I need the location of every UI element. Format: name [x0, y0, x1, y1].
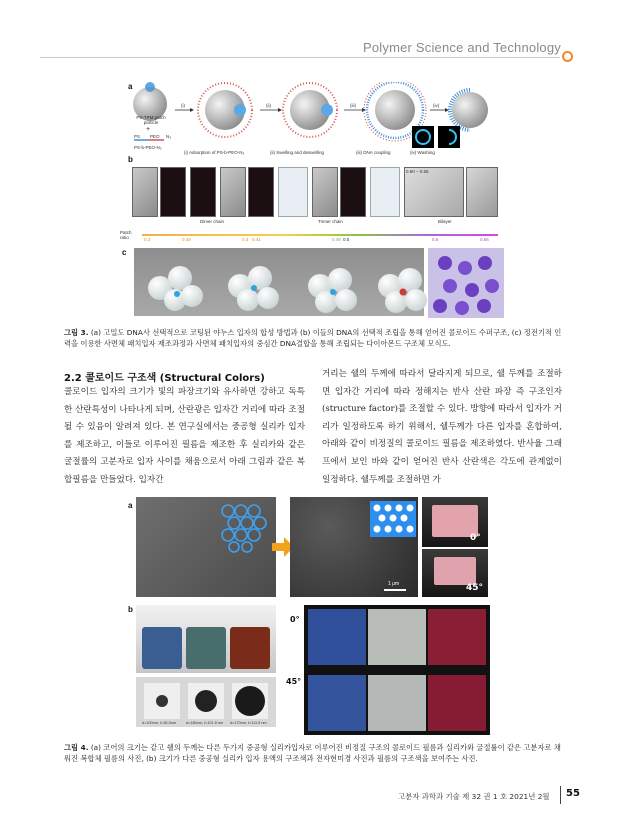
figure-4-panel-a-letter: a — [128, 501, 133, 510]
patch-ratio-gradient-line — [142, 234, 498, 236]
ratio-tick-7: 0.66 — [480, 237, 489, 242]
figure-3-caption-text: (a) 고밀도 DNA사 선택적으로 코팅된 야누스 입자의 합성 방법과 (b) 이들의 DNA의 선택적 조립을 통해 얻어진 콜로이드 수퍼구조, (c) 정전기적 인력을 이용한 사면체 패치입자 제조과정과 사면체 패치입자의 중심간 DNA결합을 통해 조립되는 다이아몬드 구조체 모식도. — [64, 328, 562, 348]
vial-blue — [142, 627, 182, 669]
section-heading: 2.2 콜로이드 구조색 (Structural Colors) — [64, 373, 265, 384]
angle-45-label-b: 45° — [286, 677, 302, 686]
vial-green — [186, 627, 226, 669]
particle-packing-sketch — [220, 503, 270, 553]
step-ii-label: (ii) — [266, 103, 271, 108]
ratio-tick-3: 0.41 — [252, 237, 261, 242]
footer-journal-info: 고분자 과학과 기술 제 32 권 1 호 2021년 2월 — [398, 792, 550, 801]
polymer-peo-label: PEO — [150, 134, 160, 139]
ratio-tick-1: 0.34 — [182, 237, 191, 242]
angle-0-label-a: 0° — [470, 533, 481, 543]
step-i-label: (i) — [181, 103, 185, 108]
vial-photo — [136, 605, 276, 673]
dimer-sem-image-2 — [220, 167, 246, 217]
step-iii-description: (iii) DNA coupling — [356, 150, 391, 155]
film-red-0 — [428, 609, 486, 665]
angle-0-label-b: 0° — [290, 615, 300, 624]
figure-3-caption — [64, 327, 564, 349]
trimer-chain-label: Trimer chain — [318, 219, 343, 224]
figure-3-panel-a-letter: a — [128, 82, 133, 91]
film-color-grid — [304, 605, 490, 735]
step-iv-description: (iv) Washing — [410, 150, 435, 155]
film-gray-0 — [368, 609, 426, 665]
bilayer-inset-ratio: 0.60 – 0.56 — [406, 169, 429, 174]
tem-particle-small — [156, 695, 168, 707]
tetramer-1 — [148, 266, 203, 311]
bilayer-label: Bilayer — [438, 219, 452, 224]
footer-divider — [560, 786, 561, 804]
bilayer-sem-image — [404, 167, 464, 217]
film-photo-45-degree-sample — [434, 557, 476, 585]
angle-45-label-a: 45° — [466, 583, 484, 593]
figure-3-caption-label: 그림 3. — [64, 328, 89, 337]
film-gray-45 — [368, 675, 426, 731]
dimer-fluorescence-image-3 — [248, 167, 274, 217]
step-ii-description: (ii) Swelling and deswelling — [270, 150, 325, 155]
figure-3-panel-b-letter: b — [128, 155, 133, 164]
film-red-45 — [428, 675, 486, 731]
tetramer-4 — [378, 268, 427, 313]
figure-3-panel-c-particles — [120, 248, 504, 318]
figure-3 — [120, 82, 504, 318]
ratio-tick-5: 0.5 — [343, 237, 350, 242]
step-i-description: (i) Adsorption of PS-b-PEO-N₃ — [184, 150, 245, 155]
step-iii-label: (iii) — [350, 103, 356, 108]
ratio-tick-0: 0.3 — [144, 237, 151, 242]
tem-particle-small-frame — [144, 683, 180, 719]
tem-particle-images — [136, 677, 276, 727]
figure-3-panel-c-letter: c — [122, 248, 127, 257]
polymer-n3-label: N₃ — [166, 134, 172, 139]
dimer-fluorescence-image-1 — [160, 167, 186, 217]
tem-particle-medium — [195, 690, 217, 712]
figure-4 — [120, 497, 504, 737]
bilayer-sem-image-2 — [466, 167, 498, 217]
tetramer-3 — [308, 268, 357, 313]
dimer-fluorescence-image-2 — [190, 167, 216, 217]
tem-particle-medium-frame — [188, 683, 224, 719]
tem-particle-large — [235, 686, 265, 716]
ratio-tick-2: 0.4 — [242, 237, 249, 242]
patch-particle-label: PS-TPM patch particle — [136, 115, 166, 125]
patch-ratio-scale — [120, 227, 504, 245]
plus-sign: + — [146, 126, 151, 133]
ratio-tick-6: 0.6 — [432, 237, 439, 242]
patch-ratio-label: Patch ratio — [120, 230, 132, 240]
body-column-right: 거리는 쉘의 두께에 따라서 달라지게 되므로, 쉘 두께를 조절하면 입자간 거리에 따라 정해지는 반사 산란 파장 즉 구조인자(structure factor)를 조절할 수 있다. 방향에 따라서 입자가 거리가 일정하도록 하기 위해서, 쉘두께가 다른 입자를 혼합하여, 아래와 같이 비정질의 콜로이드 필름을 제조하였다. 반사율 그래프에서 보인 바와 같이 얻어진 반사 산란색은 각도에 관계없이 일정하다. 쉘두께를 조절하면 가 — [322, 369, 562, 485]
trimer-sem-image — [312, 167, 338, 217]
step-iv-label: (iv) — [433, 103, 440, 108]
trimer-model-diagram — [370, 167, 400, 217]
journal-header-title: Polymer Science and Technology — [363, 40, 561, 55]
dimer-sem-image-1 — [132, 167, 158, 217]
film-blue-0 — [308, 609, 366, 665]
figure-4-caption-text: (a) 코어의 크기는 같고 쉘의 두께는 다른 두가지 중공형 실리카입자로 이루어진 비정질 구조의 콜로이드 필름과 실리카와 굴절률이 같은 고분자로 채워진 복합체 필름의 사진, (b) 크기가 다른 중공형 실리카 입자 용액의 구조색과 전자현미경 사진과 필름의 구조색을 보여주는 사진. — [64, 743, 561, 763]
figure-4-caption-label: 그림 4. — [64, 743, 89, 752]
figure-4-caption — [64, 742, 564, 764]
scale-bar — [384, 589, 406, 591]
vial-brown — [230, 627, 270, 669]
figure-4-panel-b-letter: b — [128, 605, 133, 614]
polymer-ps-label: PS — [134, 134, 141, 139]
tem-label-3: d=170nm, t=111.5 nm — [230, 721, 267, 725]
tem-label-2: d=180nm, t=101.5 nm — [186, 721, 224, 725]
ratio-tick-4: 0.48 — [332, 237, 341, 242]
tem-label-1: d=100nm, t=30.5nm — [142, 721, 176, 725]
dimer-chain-label: Dimer chain — [200, 219, 225, 224]
header-rule — [40, 57, 560, 58]
tetramer-2 — [228, 266, 279, 311]
film-blue-45 — [308, 675, 366, 731]
tem-particle-large-frame — [232, 683, 268, 719]
header-circle-ornament — [562, 51, 573, 62]
trimer-fluorescence-image — [340, 167, 366, 217]
polymer-name-label: PS-b-PEO-N₃ — [134, 145, 162, 150]
page-number: 55 — [566, 788, 580, 799]
scale-bar-label: 1 μm — [388, 581, 400, 587]
body-column-left: 콜로이드 입자의 크기가 빛의 파장크기와 유사하면 강하고 독특한 산란특성이 나타나게 되며, 산란광은 입자간 거리에 따라 조절될 수 있음이 알려져 있다. 본 연구실에서는 중공형 실리카 입자를 제조하고, 이들로 이루어진 필름을 제조한 후 실리카와 같은 굴절률의 고분자로 입자 사이를 채움으로서 아래 그림과 같은 복합필름을 만들었다. 입자간 — [64, 387, 305, 485]
dimer-model-diagram — [278, 167, 308, 217]
hollow-particle-sketch — [370, 501, 416, 537]
